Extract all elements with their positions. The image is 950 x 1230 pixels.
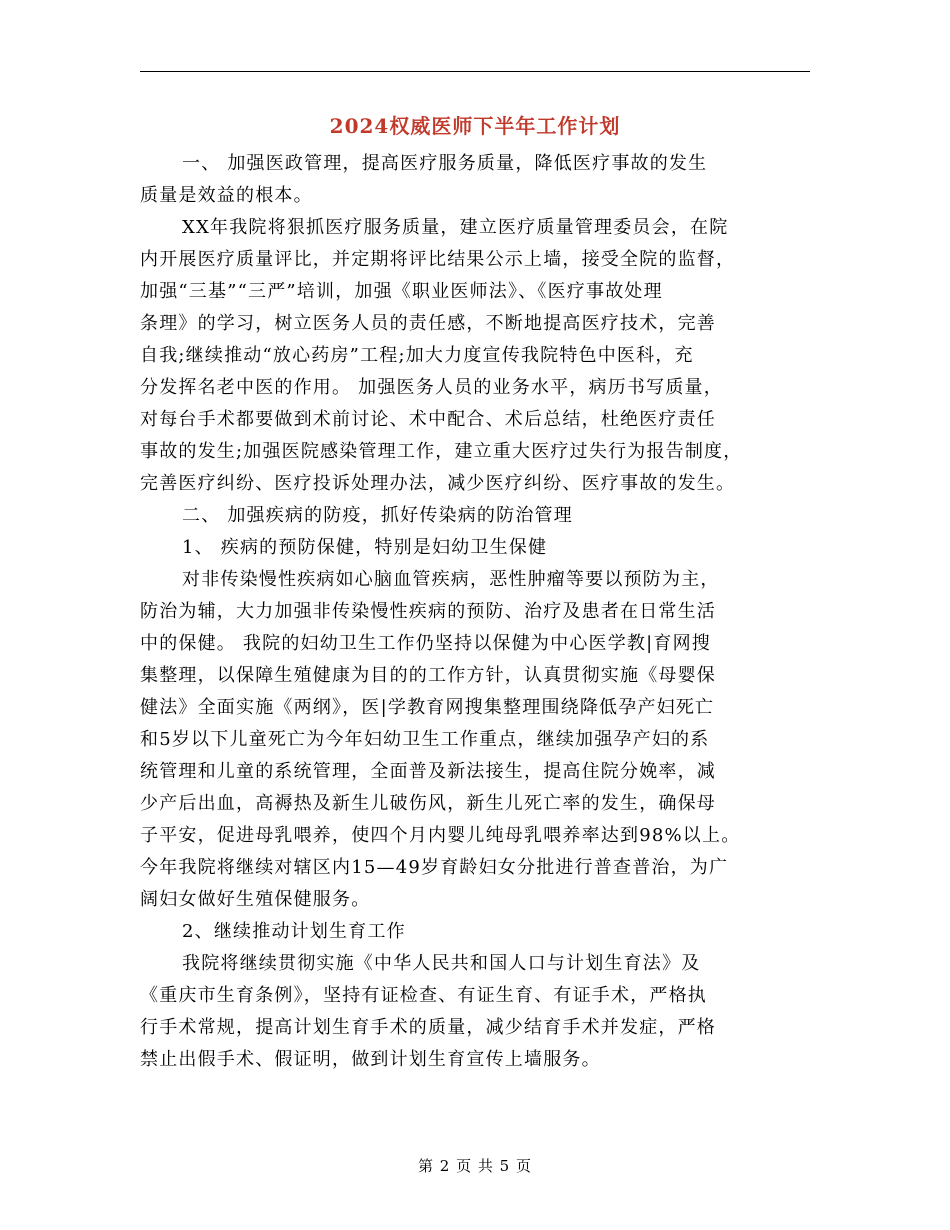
body-line: 统管理和儿童的系统管理，全面普及新法接生，提高住院分娩率，减 xyxy=(140,761,716,782)
body-line: 完善医疗纠纷、医疗投诉处理办法，减少医疗纠纷、医疗事故的发生。 xyxy=(140,473,736,494)
body-line: 分发挥名老中医的作用。 加强医务人员的业务水平，病历书写质量， xyxy=(140,377,723,398)
body-line: 一、 加强医政管理，提高医疗服务质量，降低医疗事故的发生 xyxy=(182,153,708,174)
body-line: 今年我院将继续对辖区内15—49岁育龄妇女分批进行普查普治，为广 xyxy=(140,857,729,878)
body-line: 加强“三基”“三严”培训，加强《职业医师法》、《医疗事故处理 xyxy=(140,281,663,302)
body-line: 《重庆市生育条例》，坚持有证检查、有证生育、有证手术，严格执 xyxy=(140,985,707,1006)
body-line: 中的保健。 我院的妇幼卫生工作仍坚持以保健为中心医学教|育网搜 xyxy=(140,633,711,654)
body-line: 我院将继续贯彻实施《中华人民共和国人口与计划生育法》及 xyxy=(182,953,701,974)
body-line: 和5岁以下儿童死亡为今年妇幼卫生工作重点，继续加强孕产妇的系 xyxy=(140,729,710,750)
body-line: 自我;继续推动“放心药房”工程;加大力度宣传我院特色中医科，充 xyxy=(140,345,694,366)
body-line: 阔妇女做好生殖保健服务。 xyxy=(140,889,371,910)
body-line: 防治为辅，大力加强非传染慢性疾病的预防、治疗及患者在日常生活 xyxy=(140,601,716,622)
body-line: 健法》全面实施《两纲》，医|学教育网搜集整理围绕降低孕产妇死亡 xyxy=(140,697,715,718)
body-line: 质量是效益的根本。 xyxy=(140,185,313,206)
body-line: 子平安，促进母乳喂养，使四个月内婴儿纯母乳喂养率达到98%以上。 xyxy=(140,825,741,846)
body-line: 行手术常规，提高计划生育手术的质量，减少结育手术并发症，严格 xyxy=(140,1017,716,1038)
body-line: 对每台手术都要做到术前讨论、术中配合、术后总结，杜绝医疗责任 xyxy=(140,409,716,430)
body-line: 对非传染慢性疾病如心脑血管疾病，恶性肿瘤等要以预防为主， xyxy=(182,569,720,590)
page-number-footer: 第 2 页 共 5 页 xyxy=(418,1157,532,1175)
body-line: 集整理，以保障生殖健康为目的的工作方针，认真贯彻实施《母婴保 xyxy=(140,665,716,686)
body-line: 内开展医疗质量评比，并定期将评比结果公示上墙，接受全院的监督， xyxy=(140,249,736,270)
body-line: 2、继续推动计划生育工作 xyxy=(182,921,406,942)
document-title: 2024权威医师下半年工作计划 xyxy=(329,114,621,138)
body-line: 禁止出假手术、假证明，做到计划生育宣传上墙服务。 xyxy=(140,1049,601,1070)
body-line: 二、 加强疾病的防疫，抓好传染病的防治管理 xyxy=(182,505,573,526)
body-line: 条理》的学习，树立医务人员的责任感，不断地提高医疗技术，完善 xyxy=(140,313,716,334)
body-line: 1、 疾病的预防保健，特别是妇幼卫生保健 xyxy=(182,537,548,558)
header-rule xyxy=(140,71,810,72)
body-line: 少产后出血，高褥热及新生儿破伤风，新生儿死亡率的发生，确保母 xyxy=(140,793,716,814)
body-line: XX年我院将狠抓医疗服务质量，建立医疗质量管理委员会，在院 xyxy=(182,217,729,238)
document-body xyxy=(140,148,812,1076)
body-line: 事故的发生;加强医院感染管理工作，建立重大医疗过失行为报告制度， xyxy=(140,441,743,462)
